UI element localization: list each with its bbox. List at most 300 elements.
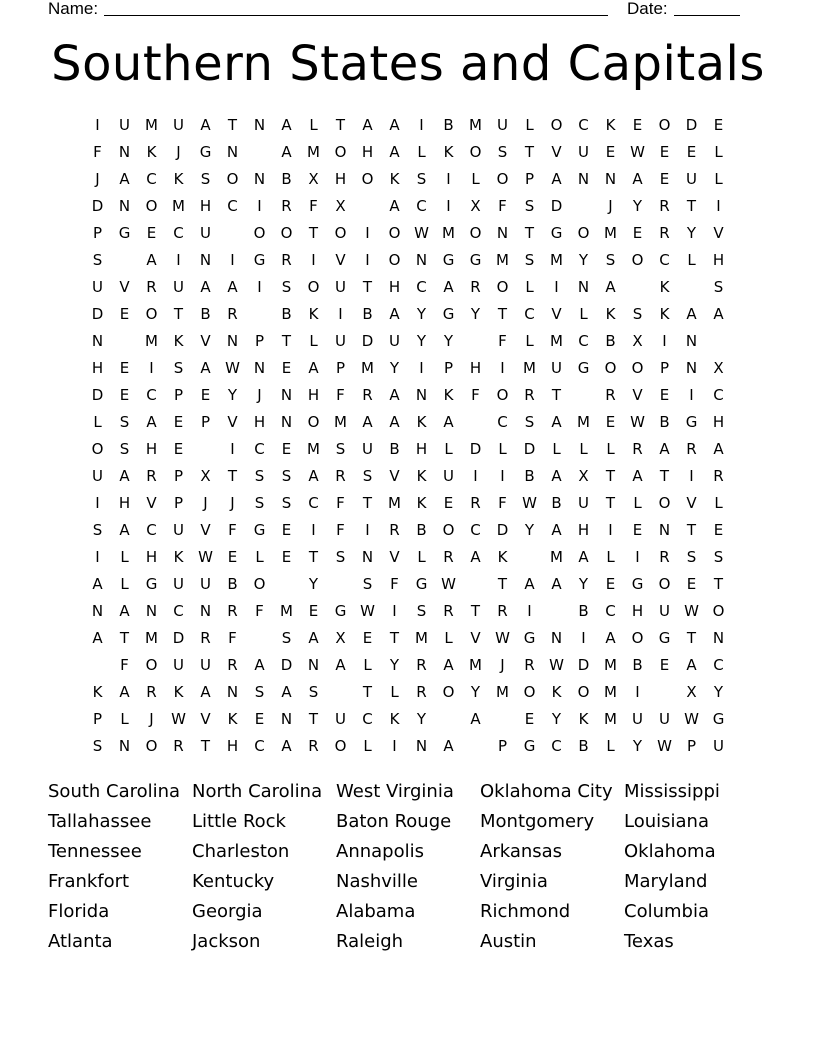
grid-row [84, 274, 732, 301]
grid-letter: C [713, 656, 724, 674]
grid-letter: M [415, 629, 428, 647]
grid-row [84, 571, 732, 598]
word-bank-item: Little Rock [192, 811, 286, 832]
grid-letter: I [230, 251, 235, 269]
grid-letter [246, 625, 273, 652]
grid-letter: U [632, 710, 643, 728]
grid-letter: T [686, 197, 697, 215]
grid-letter: O [145, 656, 158, 674]
grid-letter: U [659, 710, 670, 728]
grid-letter: R [605, 386, 616, 404]
grid-letter: E [713, 116, 724, 134]
grid-letter: W [630, 143, 645, 161]
grid-letter: N [280, 710, 293, 728]
grid-letter: X [470, 197, 481, 215]
grid-letter: U [497, 116, 508, 134]
grid-letter: E [281, 359, 292, 377]
grid-letter: F [336, 386, 345, 404]
grid-letter: A [632, 170, 643, 188]
grid-letter: J [257, 386, 262, 404]
grid-letter: U [173, 521, 184, 539]
grid-letter: S [524, 251, 535, 269]
grid-letter: F [228, 629, 237, 647]
grid-letter: L [525, 116, 534, 134]
grid-letter: F [93, 143, 102, 161]
grid-letter: V [335, 251, 346, 269]
grid-letter: A [389, 386, 400, 404]
grid-letter: V [389, 548, 400, 566]
grid-letter: A [119, 602, 130, 620]
grid-letter: M [145, 116, 158, 134]
grid-letter: O [388, 251, 401, 269]
grid-letter: R [659, 224, 670, 242]
grid-letter: O [145, 197, 158, 215]
grid-letter: H [199, 197, 212, 215]
grid-letter: H [307, 386, 320, 404]
grid-letter: L [525, 278, 534, 296]
grid-letter: M [307, 143, 320, 161]
page-title: Southern States and Capitals [51, 36, 765, 92]
grid-letter: U [119, 116, 130, 134]
grid-letter: S [686, 548, 697, 566]
grid-letter: O [658, 116, 671, 134]
date-field[interactable] [674, 15, 740, 16]
grid-letter: A [119, 467, 130, 485]
grid-letter [327, 571, 354, 598]
grid-letter: P [92, 710, 103, 728]
grid-letter: O [604, 359, 617, 377]
grid-letter: O [631, 629, 644, 647]
grid-letter: O [469, 143, 482, 161]
grid-letter: T [605, 494, 616, 512]
grid-letter: F [228, 521, 237, 539]
grid-letter: C [254, 737, 265, 755]
grid-letter: J [176, 143, 181, 161]
letter-grid [84, 112, 732, 760]
grid-letter: K [146, 143, 157, 161]
grid-row [84, 328, 732, 355]
grid-letter: G [577, 359, 590, 377]
grid-letter: W [225, 359, 240, 377]
grid-letter: N [712, 629, 725, 647]
date-label: Date: [627, 0, 668, 18]
grid-letter: A [281, 683, 292, 701]
grid-letter: R [713, 467, 724, 485]
grid-letter: R [227, 602, 238, 620]
grid-letter: Y [686, 224, 697, 242]
grid-letter: O [280, 224, 293, 242]
grid-letter [246, 139, 273, 166]
grid-letter: N [604, 170, 617, 188]
grid-letter: W [441, 575, 456, 593]
grid-letter: I [230, 440, 235, 458]
grid-letter: E [443, 494, 454, 512]
grid-letter: A [119, 683, 130, 701]
grid-letter: E [173, 413, 184, 431]
grid-letter: M [388, 494, 401, 512]
grid-letter: O [550, 116, 563, 134]
grid-letter: N [199, 251, 212, 269]
grid-letter: Y [416, 332, 427, 350]
grid-letter: K [551, 683, 562, 701]
grid-letter [111, 328, 138, 355]
grid-letter: S [524, 413, 535, 431]
grid-letter: H [145, 440, 158, 458]
grid-letter: I [176, 251, 181, 269]
grid-letter: F [471, 386, 480, 404]
grid-row [84, 409, 732, 436]
grid-letter: P [443, 359, 454, 377]
grid-letter: O [253, 224, 266, 242]
grid-letter: C [416, 197, 427, 215]
grid-letter: W [630, 413, 645, 431]
grid-letter: G [442, 251, 455, 269]
grid-letter: J [149, 710, 154, 728]
grid-letter: L [363, 656, 372, 674]
grid-row [84, 463, 732, 490]
grid-letter: R [659, 197, 670, 215]
grid-letter: A [713, 305, 724, 323]
grid-letter: V [146, 494, 157, 512]
grid-row [84, 220, 732, 247]
grid-letter [489, 706, 516, 733]
grid-letter: P [173, 386, 184, 404]
grid-letter [462, 733, 489, 760]
grid-letter: A [443, 737, 454, 755]
grid-letter: S [119, 440, 130, 458]
grid-letter: B [227, 575, 238, 593]
grid-letter: L [714, 170, 723, 188]
grid-letter: L [93, 413, 102, 431]
grid-letter: C [146, 170, 157, 188]
grid-letter: A [146, 251, 157, 269]
grid-letter: L [687, 251, 696, 269]
grid-letter: D [361, 332, 374, 350]
grid-letter: R [362, 386, 373, 404]
word-bank-item: Maryland [624, 871, 708, 892]
grid-letter: O [658, 494, 671, 512]
grid-letter: L [390, 683, 399, 701]
grid-letter: A [389, 116, 400, 134]
grid-letter: S [362, 467, 373, 485]
grid-letter: E [524, 710, 535, 728]
grid-letter: S [119, 413, 130, 431]
grid-letter: B [281, 170, 292, 188]
word-bank-item: Oklahoma [624, 841, 716, 862]
grid-row [84, 382, 732, 409]
grid-letter: O [631, 251, 644, 269]
grid-letter: A [200, 278, 211, 296]
grid-letter: S [92, 521, 103, 539]
word-bank-item: Raleigh [336, 931, 404, 952]
grid-letter: Y [551, 710, 562, 728]
grid-letter: T [362, 278, 373, 296]
grid-letter: O [145, 737, 158, 755]
grid-letter: M [550, 251, 563, 269]
grid-letter: Y [470, 683, 481, 701]
grid-letter: X [335, 197, 346, 215]
grid-letter: A [389, 305, 400, 323]
grid-letter: K [416, 494, 427, 512]
grid-letter: M [172, 197, 185, 215]
grid-letter: W [522, 494, 537, 512]
word-bank [48, 777, 768, 957]
grid-letter: C [416, 278, 427, 296]
grid-letter: T [308, 548, 319, 566]
grid-letter: L [714, 143, 723, 161]
grid-letter: C [524, 305, 535, 323]
grid-letter: C [146, 521, 157, 539]
grid-letter: E [632, 116, 643, 134]
grid-letter: Y [470, 305, 481, 323]
grid-letter: H [118, 494, 131, 512]
grid-letter: E [686, 143, 697, 161]
grid-letter: C [146, 386, 157, 404]
grid-letter: V [551, 143, 562, 161]
grid-letter: F [255, 602, 264, 620]
grid-letter: V [686, 494, 697, 512]
word-bank-item: North Carolina [192, 781, 323, 802]
grid-letter [624, 274, 651, 301]
grid-letter: S [362, 575, 373, 593]
grid-letter: D [550, 197, 563, 215]
grid-letter: E [605, 413, 616, 431]
grid-letter: O [496, 170, 509, 188]
grid-letter [543, 598, 570, 625]
grid-letter: I [662, 332, 667, 350]
grid-letter: R [200, 629, 211, 647]
grid-letter: B [578, 602, 589, 620]
grid-letter: R [173, 737, 184, 755]
grid-letter: D [523, 440, 536, 458]
grid-row [84, 193, 732, 220]
word-bank-item: Louisiana [624, 811, 709, 832]
grid-letter: C [173, 602, 184, 620]
grid-letter: H [334, 170, 347, 188]
grid-letter: I [338, 305, 343, 323]
grid-letter: R [227, 656, 238, 674]
grid-letter: E [119, 305, 130, 323]
grid-letter: G [469, 251, 482, 269]
grid-letter: H [388, 278, 401, 296]
grid-letter: C [497, 413, 508, 431]
grid-letter: C [470, 521, 481, 539]
grid-letter: A [146, 413, 157, 431]
grid-letter: S [632, 305, 643, 323]
grid-letter: N [253, 170, 266, 188]
grid-letter: A [335, 656, 346, 674]
grid-letter: C [308, 494, 319, 512]
grid-letter: T [659, 467, 670, 485]
grid-row [84, 733, 732, 760]
grid-letter: Y [578, 575, 589, 593]
grid-letter: P [335, 359, 346, 377]
grid-letter: M [469, 116, 482, 134]
grid-letter: K [173, 548, 184, 566]
grid-letter: K [443, 143, 454, 161]
grid-letter: A [605, 278, 616, 296]
grid-letter: V [227, 413, 238, 431]
grid-letter: P [254, 332, 265, 350]
grid-letter: I [689, 386, 694, 404]
grid-letter: I [95, 494, 100, 512]
grid-letter: L [417, 143, 426, 161]
grid-letter: E [605, 143, 616, 161]
grid-letter [192, 436, 219, 463]
grid-letter: E [227, 548, 238, 566]
grid-letter: U [362, 440, 373, 458]
grid-letter: L [417, 548, 426, 566]
grid-letter: K [173, 332, 184, 350]
grid-letter: M [361, 359, 374, 377]
grid-letter: L [579, 305, 588, 323]
grid-letter: N [199, 602, 212, 620]
grid-letter: A [551, 521, 562, 539]
grid-letter: N [91, 602, 104, 620]
grid-letter: U [335, 278, 346, 296]
grid-letter: I [311, 521, 316, 539]
grid-letter: Y [389, 359, 400, 377]
grid-letter: N [226, 332, 239, 350]
grid-letter: V [470, 629, 481, 647]
word-bank-item: West Virginia [336, 781, 454, 802]
grid-row [84, 112, 732, 139]
grid-letter: D [91, 197, 104, 215]
grid-letter: W [549, 656, 564, 674]
grid-letter: U [659, 602, 670, 620]
grid-letter: A [443, 278, 454, 296]
grid-row [84, 679, 732, 706]
word-bank-item: Texas [624, 931, 674, 952]
grid-letter: I [95, 116, 100, 134]
grid-letter: W [360, 602, 375, 620]
grid-letter: M [550, 548, 563, 566]
grid-letter: J [203, 494, 208, 512]
word-bank-item: Tallahassee [48, 811, 152, 832]
grid-letter: U [686, 170, 697, 188]
grid-letter: E [632, 224, 643, 242]
grid-row [84, 301, 732, 328]
grid-letter: M [469, 656, 482, 674]
grid-letter: O [334, 143, 347, 161]
grid-letter: T [470, 602, 481, 620]
grid-letter: E [659, 170, 670, 188]
grid-letter: I [635, 683, 640, 701]
word-bank-item: Jackson [192, 931, 261, 952]
grid-letter: S [524, 197, 535, 215]
grid-letter: A [227, 278, 238, 296]
grid-letter: M [442, 224, 455, 242]
grid-letter: V [200, 710, 211, 728]
grid-letter: B [362, 305, 373, 323]
grid-letter: M [604, 683, 617, 701]
grid-letter: T [524, 143, 535, 161]
grid-letter: S [281, 494, 292, 512]
word-bank-item: Atlanta [48, 931, 113, 952]
grid-letter: R [659, 548, 670, 566]
grid-letter: I [554, 278, 559, 296]
grid-letter: L [606, 737, 615, 755]
grid-letter: L [120, 575, 129, 593]
grid-letter: L [633, 494, 642, 512]
grid-letter: I [365, 224, 370, 242]
grid-letter: A [308, 467, 319, 485]
grid-letter: R [146, 683, 157, 701]
grid-letter: D [577, 656, 590, 674]
grid-letter: A [308, 359, 319, 377]
grid-letter: F [498, 197, 507, 215]
grid-letter: I [689, 467, 694, 485]
grid-letter: A [632, 467, 643, 485]
grid-letter: Y [416, 710, 427, 728]
grid-row [84, 625, 732, 652]
grid-letter: T [686, 521, 697, 539]
grid-letter: M [604, 656, 617, 674]
grid-letter: Y [632, 197, 643, 215]
grid-letter: H [226, 737, 239, 755]
grid-letter: C [659, 251, 670, 269]
grid-letter: U [200, 575, 211, 593]
grid-letter: Y [578, 251, 589, 269]
word-bank-item: Frankfort [48, 871, 130, 892]
grid-letter: V [200, 332, 211, 350]
grid-letter [273, 571, 300, 598]
grid-letter: O [712, 602, 725, 620]
grid-letter: S [416, 170, 427, 188]
name-field[interactable] [104, 15, 608, 16]
grid-row [84, 166, 732, 193]
grid-letter: S [173, 359, 184, 377]
grid-letter: P [173, 467, 184, 485]
grid-letter: E [200, 386, 211, 404]
grid-letter: E [146, 224, 157, 242]
grid-letter: S [308, 683, 319, 701]
grid-letter: O [496, 386, 509, 404]
grid-letter: B [632, 656, 643, 674]
grid-letter: Y [389, 656, 400, 674]
grid-letter [570, 193, 597, 220]
grid-letter: I [500, 467, 505, 485]
grid-row [84, 355, 732, 382]
grid-letter: F [336, 521, 345, 539]
grid-letter: E [713, 521, 724, 539]
grid-letter: O [226, 170, 239, 188]
grid-letter: C [173, 224, 184, 242]
grid-letter: I [257, 278, 262, 296]
word-bank-item: Mississippi [624, 781, 720, 802]
grid-letter [246, 301, 273, 328]
grid-letter: I [311, 251, 316, 269]
grid-letter: L [714, 494, 723, 512]
grid-letter: N [280, 386, 293, 404]
grid-letter: I [716, 197, 721, 215]
grid-letter: A [686, 305, 697, 323]
grid-letter: U [335, 332, 346, 350]
grid-row [84, 598, 732, 625]
grid-letter: R [308, 737, 319, 755]
grid-letter: U [173, 656, 184, 674]
grid-letter: N [577, 278, 590, 296]
grid-letter: A [362, 413, 373, 431]
grid-letter: B [605, 332, 616, 350]
grid-letter: N [118, 197, 131, 215]
grid-letter: P [200, 413, 211, 431]
grid-letter: N [415, 251, 428, 269]
grid-letter: A [308, 629, 319, 647]
grid-letter: L [498, 440, 507, 458]
grid-letter: N [658, 521, 671, 539]
grid-letter: G [631, 575, 644, 593]
